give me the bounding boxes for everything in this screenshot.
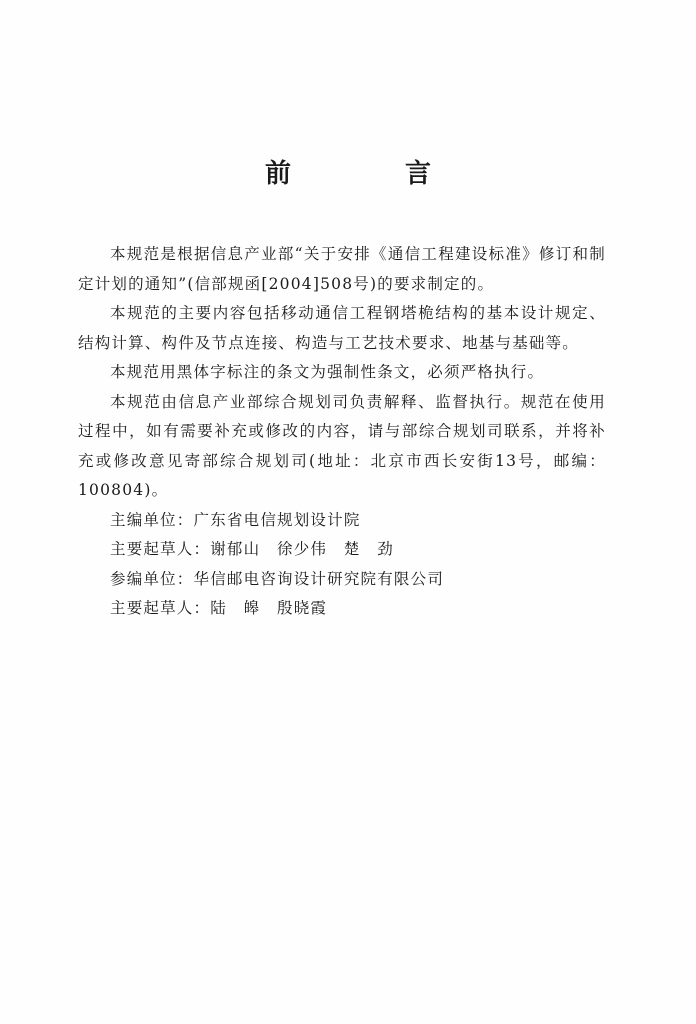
credit-line — [78, 506, 606, 536]
paragraph: 本规范用黑体字标注的条文为强制性条文，必须严格执行。 — [110, 363, 545, 381]
credit-label: 主要起草人： — [110, 599, 211, 617]
credit-line — [78, 565, 606, 595]
credit-value: 华信邮电咨询设计研究院有限公司 — [193, 569, 445, 588]
credit-line — [78, 535, 606, 565]
preface-body — [78, 240, 606, 624]
credit-label: 主要起草人： — [110, 540, 211, 558]
credit-value: 陆 皞 殷晓霞 — [210, 599, 328, 617]
page-title: 前 言 — [264, 159, 475, 189]
credit-value: 谢郁山 徐少伟 楚 劲 — [210, 540, 394, 558]
credit-value: 广东省电信规划设计院 — [193, 510, 361, 529]
credit-line — [78, 594, 606, 624]
credit-label: 主编单位： — [110, 510, 194, 529]
paragraph: 本规范由信息产业部综合规划司负责解释、监督执行。规范在使用过程中，如有需要补充或修改的内容，请与部综合规划司联系，并将补充或修改意见寄部综合规划司(地址：北京市西长安街13号，邮编：100804)。 — [78, 392, 606, 499]
paragraph: 本规范是根据信息产业部“关于安排《通信工程建设标准》修订和制定计划的通知”(信部规函[2004]508号)的要求制定的。 — [78, 245, 606, 293]
credit-label: 参编单位： — [110, 569, 194, 588]
paragraph: 本规范的主要内容包括移动通信工程钢塔桅结构的基本设计规定、结构计算、构件及节点连接、构造与工艺技术要求、地基与基础等。 — [78, 304, 606, 352]
